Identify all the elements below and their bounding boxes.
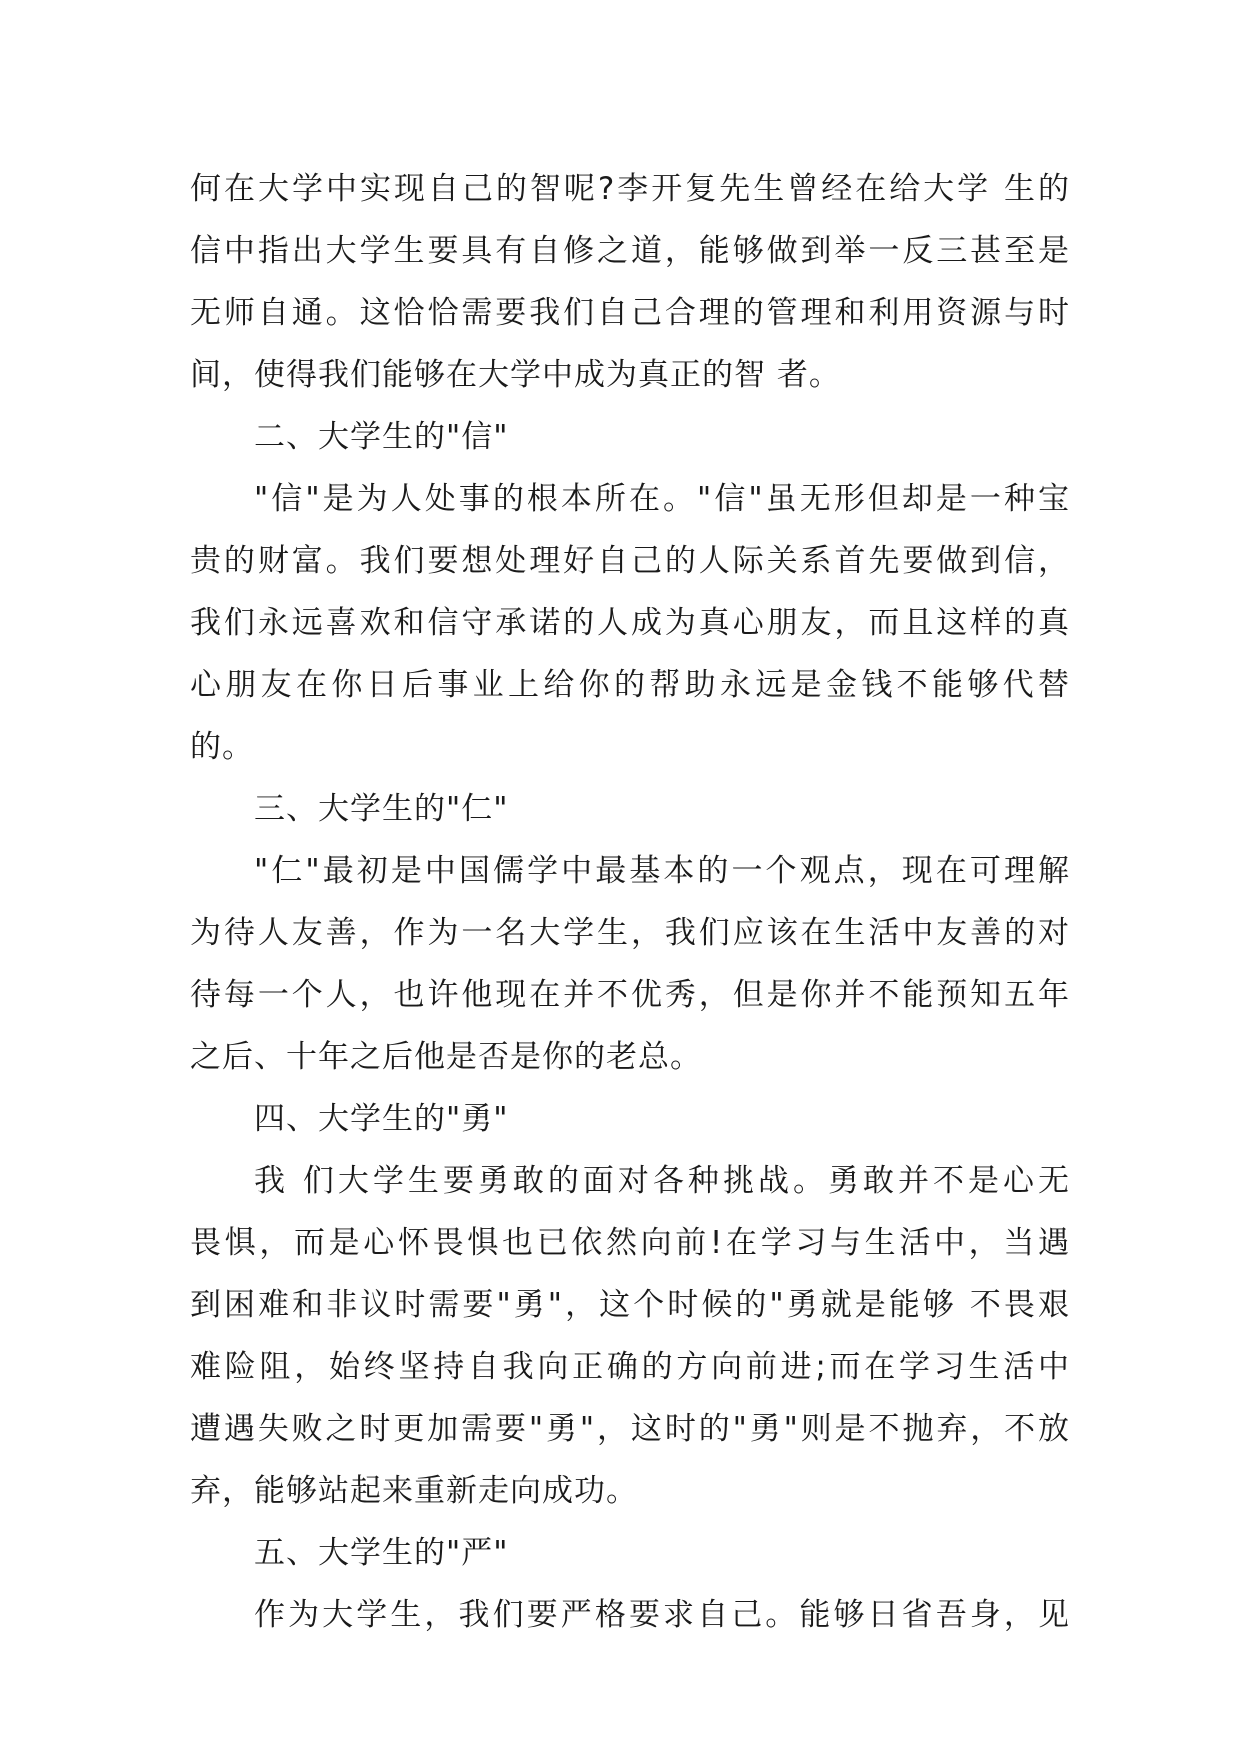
text-line: 到困难和非议时需要"勇"，这个时候的"勇就是能够 不畏艰 <box>190 1287 1070 1323</box>
text-line: 何在大学中实现自己的智呢?李开复先生曾经在给大学 生的 <box>190 171 1070 207</box>
text-line: 为待人友善，作为一名大学生，我们应该在生活中友善的对 <box>190 915 1070 951</box>
text-line: 待每一个人，也许他现在并不优秀，但是你并不能预知五年 <box>190 977 1070 1013</box>
text-line: 我 们大学生要勇敢的面对各种挑战。勇敢并不是心无 <box>254 1163 1070 1199</box>
section-heading-ren: 三、大学生的"仁" <box>254 791 509 827</box>
text-line: 弃，能够站起来重新走向成功。 <box>190 1473 638 1509</box>
section-heading-yan: 五、大学生的"严" <box>254 1535 509 1571</box>
section-heading-yong: 四、大学生的"勇" <box>254 1101 509 1137</box>
text-line: "信"是为人处事的根本所在。"信"虽无形但却是一种宝 <box>254 481 1070 517</box>
text-line: 的。 <box>190 729 254 765</box>
text-line: 心朋友在你日后事业上给你的帮助永远是金钱不能够代替 <box>190 667 1070 703</box>
section-heading-xin: 二、大学生的"信" <box>254 419 509 455</box>
text-line: 遭遇失败之时更加需要"勇"，这时的"勇"则是不抛弃，不放 <box>190 1411 1070 1447</box>
text-line: 作为大学生，我们要严格要求自己。能够日省吾身，见 <box>254 1597 1070 1633</box>
text-line: 信中指出大学生要具有自修之道，能够做到举一反三甚至是 <box>190 233 1070 269</box>
text-line: 之后、十年之后他是否是你的老总。 <box>190 1039 702 1075</box>
document-body <box>190 158 1070 1646</box>
text-line: 难险阻，始终坚持自我向正确的方向前进;而在学习生活中 <box>190 1349 1070 1385</box>
text-line: 畏惧，而是心怀畏惧也已依然向前!在学习与生活中，当遇 <box>190 1225 1070 1261</box>
text-line: 无师自通。这恰恰需要我们自己合理的管理和利用资源与时 <box>190 295 1070 331</box>
text-line: 间，使得我们能够在大学中成为真正的智 者。 <box>190 357 841 393</box>
text-line: "仁"最初是中国儒学中最基本的一个观点，现在可理解 <box>254 853 1070 889</box>
text-line: 贵的财富。我们要想处理好自己的人际关系首先要做到信， <box>190 543 1070 579</box>
text-line: 我们永远喜欢和信守承诺的人成为真心朋友，而且这样的真 <box>190 605 1070 641</box>
